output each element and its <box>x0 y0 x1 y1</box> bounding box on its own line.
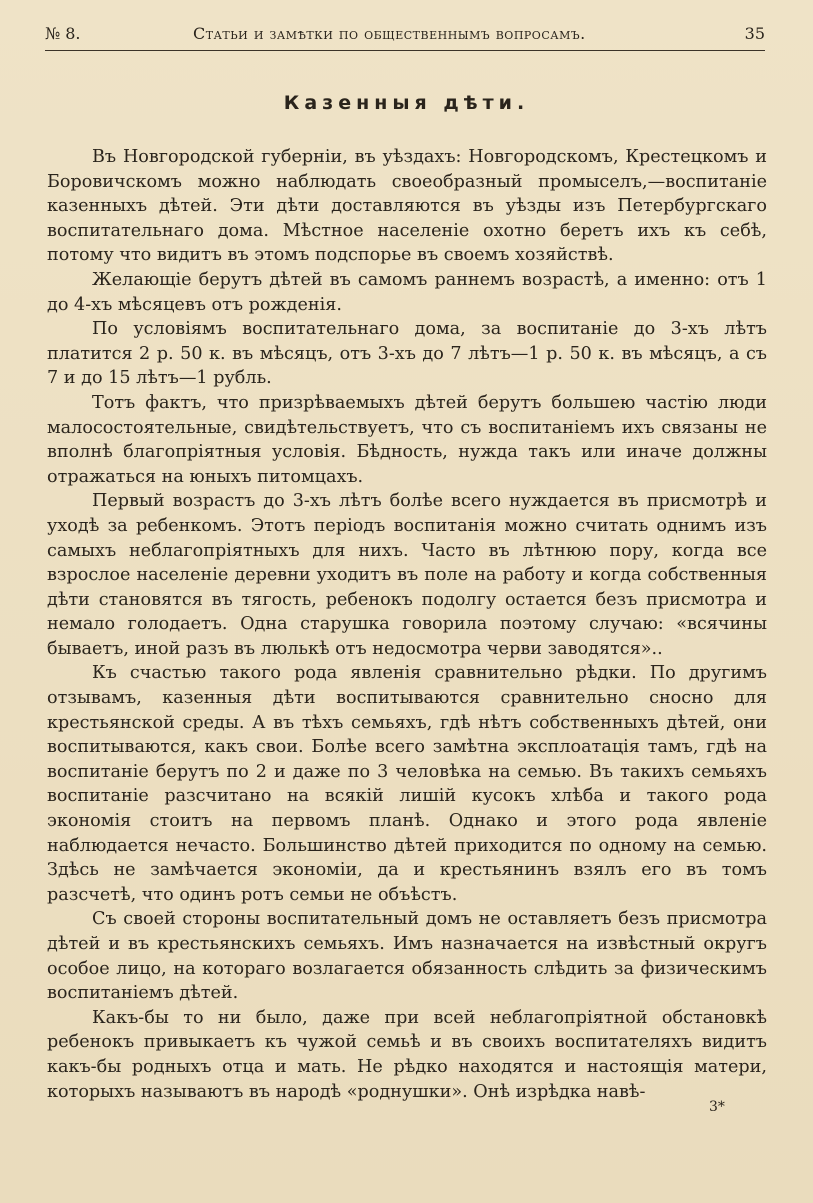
issue-number: № 8. <box>45 24 81 43</box>
paragraph: Тотъ фактъ, что призрѣваемыхъ дѣтей берутъ большею частію люди малосостоятельные, свидѣтельствуетъ, что съ воспитаніемъ ихъ связаны не вполнѣ благопріятныя условія. Бѣдность, нужда такъ или иначе должны отражаться на юныхъ питомцахъ. <box>47 392 767 487</box>
printer-signature: 3* <box>709 1099 725 1115</box>
paragraph: Какъ-бы то ни было, даже при всей неблагопріятной обстановкѣ ребенокъ привыкаетъ къ чужой семьѣ и въ своихъ воспитателяхъ видитъ какъ-бы родныхъ отца и мать. Не рѣдко находятся и настоящія матери, которыхъ называютъ въ народѣ «роднушки». Онѣ изрѣдка навѣ- <box>47 1007 767 1102</box>
paragraph: Въ Новгородской губерніи, въ уѣздахъ: Новгородскомъ, Крестецкомъ и Боровичскомъ можно наблюдать своеобразный промыселъ,—воспитаніе казенныхъ дѣтей. Эти дѣти доставляются въ уѣзды изъ Петербургскаго воспитательнаго дома. Мѣстное населеніе охотно беретъ ихъ къ себѣ, потому что видитъ въ этомъ подспорье въ своемъ хозяйствѣ. <box>47 147 767 266</box>
article-body <box>47 145 767 1104</box>
paragraph: Къ счастью такого рода явленія сравнительно рѣдки. По другимъ отзывамъ, казенныя дѣти воспитываются сравнительно сносно для крестьянской среды. А въ тѣхъ семьяхъ, гдѣ нѣтъ собственныхъ дѣтей, они воспитываются, какъ свои. Болѣе всего замѣтна эксплоатація тамъ, гдѣ на воспитаніе берутъ по 2 и даже по 3 человѣка на семью. Въ такихъ семьяхъ воспитаніе разсчитано на всякій лишій кусокъ хлѣба и такого рода экономія стоитъ на первомъ планѣ. Однако и этого рода явленіе наблюдается нечасто. Большинство дѣтей приходится по одному на семью. Здѣсь не замѣчается экономіи, да и крестьянинъ взялъ его въ томъ разсчетѣ, что одинъ ротъ семьи не объѣстъ. <box>47 663 767 905</box>
paragraph: Съ своей стороны воспитательный домъ не оставляетъ безъ присмотра дѣтей и въ крестьянскихъ семьяхъ. Имъ назначается на извѣстный округъ особое лицо, на котораго возлагается обязанность слѣдить за физическимъ воспитаніемъ дѣтей. <box>47 909 767 1004</box>
section-title: Статьи и замѣтки по общественнымъ вопросамъ. <box>193 24 586 43</box>
paragraph: По условіямъ воспитательнаго дома, за воспитаніе до 3-хъ лѣтъ платится 2 р. 50 к. въ мѣсяцъ, отъ 3-хъ до 7 лѣтъ—1 р. 50 к. въ мѣсяцъ, а съ 7 и до 15 лѣтъ—1 рубль. <box>47 319 767 389</box>
page-number: 35 <box>744 24 765 43</box>
paragraph: Желающіе берутъ дѣтей въ самомъ раннемъ возрастѣ, а именно: отъ 1 до 4-хъ мѣсяцевъ отъ рожденія. <box>47 269 767 315</box>
running-header <box>45 22 765 46</box>
paragraph: Первый возрастъ до 3-хъ лѣтъ болѣе всего нуждается въ присмотрѣ и уходѣ за ребенкомъ. Этотъ періодъ воспитанія можно считать однимъ изъ самыхъ неблагопріятныхъ для нихъ. Часто въ лѣтнюю пору, когда все взрослое населеніе деревни уходитъ въ поле на работу и когда собственныя дѣти становятся въ тягость, ребенокъ подолгу остается безъ присмотра и немало голодаетъ. Одна старушка говорила поэтому случаю: «всячины бываетъ, иной разъ въ люлькѣ отъ недосмотра черви заводятся».. <box>47 491 767 659</box>
header-rule <box>45 50 765 51</box>
article-title: Казенныя дѣти. <box>283 92 530 114</box>
